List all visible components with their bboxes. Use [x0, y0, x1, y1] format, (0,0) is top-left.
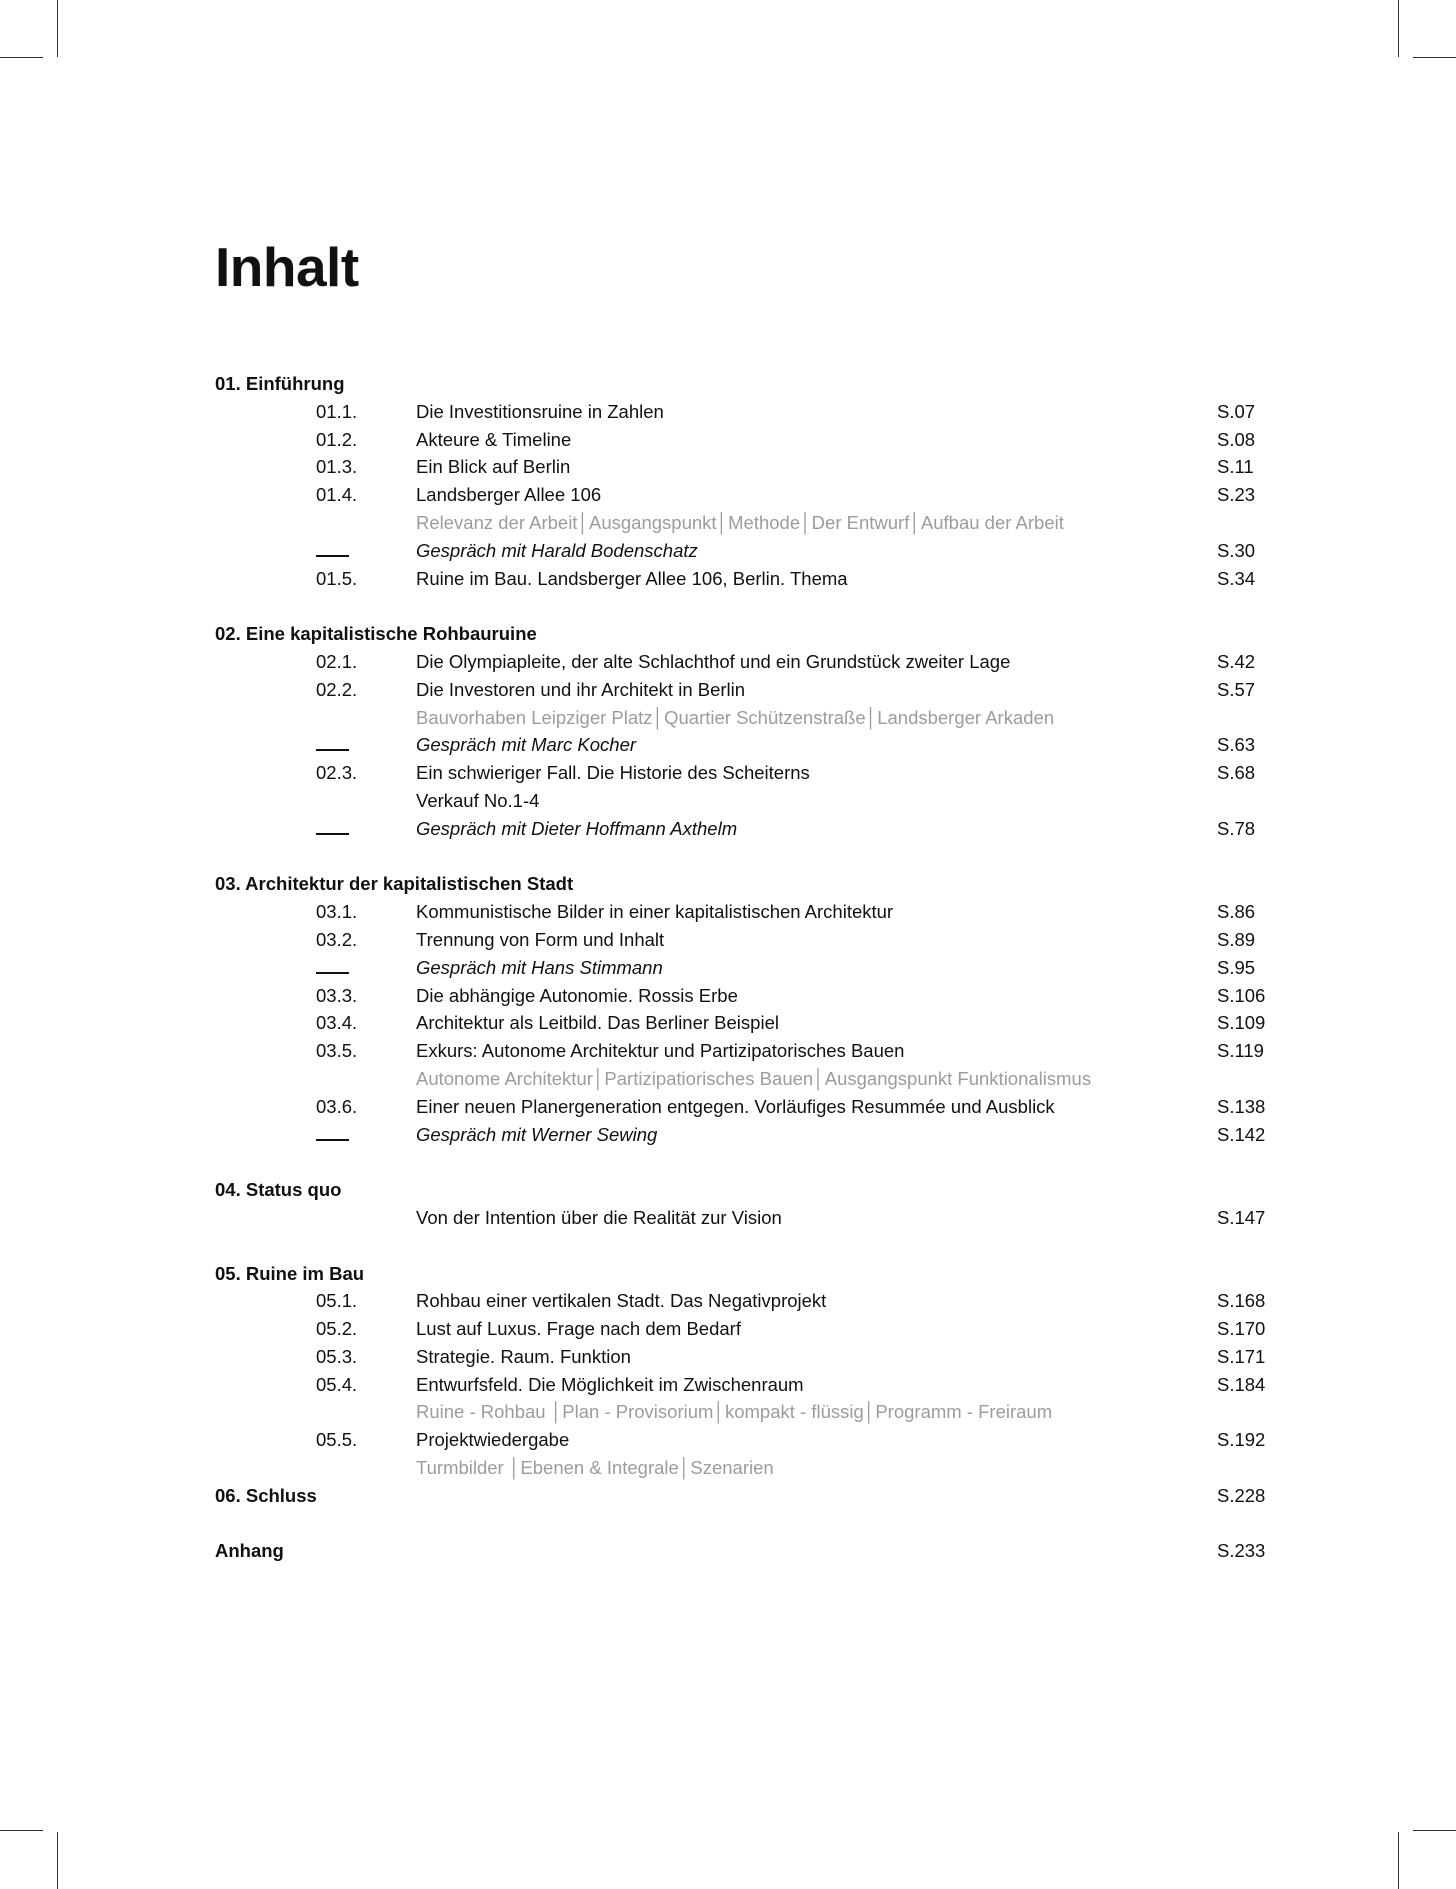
page-number: S.142 [1217, 1123, 1266, 1145]
entry-title: Von der Intention über die Realität zur Vision [416, 1206, 782, 1228]
entry-number: 01.2. [316, 428, 358, 450]
page-number: S.119 [1217, 1040, 1264, 1062]
subtopics-line [215, 509, 1275, 537]
interview-entry[interactable] [215, 1121, 1275, 1149]
page-number: S.78 [1217, 817, 1256, 839]
section-heading-label: 02. Eine kapitalistische Rohbauruine [215, 623, 537, 645]
section-heading[interactable] [215, 370, 1275, 398]
toc-entry[interactable] [215, 1204, 1275, 1232]
toc-entry[interactable] [215, 926, 1275, 954]
dash-marker [316, 833, 349, 835]
entry-number: 02.2. [316, 678, 358, 700]
entry-title: Gespräch mit Hans Stimmann [416, 956, 663, 978]
page-number: S.63 [1217, 734, 1256, 756]
toc-entry[interactable] [215, 1371, 1275, 1399]
section-heading-label: Anhang [215, 1540, 284, 1562]
page-number: S.95 [1217, 956, 1256, 978]
entry-number: 05.5. [316, 1429, 358, 1451]
entry-title: Lust auf Luxus. Frage nach dem Bedarf [416, 1318, 741, 1340]
entry-number: 01.5. [316, 567, 358, 589]
crop-mark [0, 1830, 43, 1831]
entry-title: Strategie. Raum. Funktion [416, 1345, 631, 1367]
toc-section [215, 870, 1275, 1148]
entry-title: Architektur als Leitbild. Das Berliner Beispiel [416, 1012, 779, 1034]
entry-number: 03.6. [316, 1095, 358, 1117]
entry-number: 01.1. [316, 400, 358, 422]
entry-title: Gespräch mit Harald Bodenschatz [416, 539, 698, 561]
entry-title: Ruine - Rohbau │Plan - Provisorium│kompakt - flüssig│Programm - Freiraum [416, 1401, 1053, 1423]
crop-mark [1398, 1832, 1399, 1889]
page-number: S.147 [1217, 1206, 1266, 1228]
page-number: S.106 [1217, 984, 1266, 1006]
toc-section [215, 1176, 1275, 1232]
section-heading-label: 04. Status quo [215, 1179, 342, 1201]
toc-section [215, 620, 1275, 842]
entry-number: 05.1. [316, 1290, 358, 1312]
toc-entry[interactable] [215, 398, 1275, 426]
entry-title: Relevanz der Arbeit│Ausgangspunkt│Methode│Der Entwurf│Aufbau der Arbeit [416, 511, 1064, 533]
toc-entry[interactable] [215, 1426, 1275, 1454]
page-number: S.86 [1217, 901, 1256, 923]
toc-entry[interactable] [215, 648, 1275, 676]
entry-title: Autonome Architektur│Partizipatiorisches Bauen│Ausgangspunkt Funktionalismus [416, 1067, 1092, 1089]
crop-mark [1413, 1830, 1456, 1831]
entry-number: 03.1. [316, 901, 358, 923]
section-heading-label: 05. Ruine im Bau [215, 1262, 365, 1284]
dash-marker [316, 972, 349, 974]
interview-entry[interactable] [215, 731, 1275, 759]
crop-mark [57, 0, 58, 57]
entry-title: Akteure & Timeline [416, 428, 572, 450]
dash-marker [316, 1139, 349, 1141]
page-number: S.89 [1217, 928, 1256, 950]
entry-title: Exkurs: Autonome Architektur und Partizipatorisches Bauen [416, 1040, 905, 1062]
page-number: S.30 [1217, 539, 1256, 561]
page-number: S.228 [1217, 1484, 1266, 1506]
entry-number: 03.4. [316, 1012, 358, 1034]
page-number: S.07 [1217, 400, 1256, 422]
entry-title: Ein schwieriger Fall. Die Historie des Scheiterns [416, 762, 810, 784]
page-number: S.192 [1217, 1429, 1266, 1451]
entry-number: 03.2. [316, 928, 358, 950]
interview-entry[interactable] [215, 815, 1275, 843]
toc-section [215, 1482, 1275, 1510]
entry-title: Die Investoren und ihr Architekt in Berlin [416, 678, 746, 700]
entry-title: Gespräch mit Dieter Hoffmann Axthelm [416, 817, 738, 839]
entry-title: Entwurfsfeld. Die Möglichkeit im Zwischenraum [416, 1373, 804, 1395]
page-number: S.233 [1217, 1540, 1266, 1562]
page-number: S.57 [1217, 678, 1256, 700]
entry-title: Landsberger Allee 106 [416, 484, 602, 506]
toc-entry[interactable] [215, 453, 1275, 481]
toc-entry[interactable] [215, 676, 1275, 704]
entry-title: Trennung von Form und Inhalt [416, 928, 665, 950]
entry-title: Projektwiedergabe [416, 1429, 570, 1451]
toc-section [215, 1537, 1275, 1565]
page-number: S.109 [1217, 1012, 1266, 1034]
toc-entry[interactable] [215, 1287, 1275, 1315]
section-heading[interactable] [215, 1176, 1275, 1204]
entry-title: Verkauf No.1-4 [416, 789, 540, 811]
entry-title: Gespräch mit Werner Sewing [416, 1123, 658, 1145]
interview-entry[interactable] [215, 954, 1275, 982]
page-number: S.168 [1217, 1290, 1266, 1312]
entry-number: 03.3. [316, 984, 358, 1006]
toc-section [215, 1260, 1275, 1482]
subtopics-line [215, 704, 1275, 732]
toc-entry[interactable] [215, 1093, 1275, 1121]
entry-number: 01.3. [316, 456, 358, 478]
entry-number: 03.5. [316, 1040, 358, 1062]
crop-mark [1398, 0, 1399, 57]
toc-entry[interactable] [215, 426, 1275, 454]
entry-title: Einer neuen Planergeneration entgegen. Vorläufiges Resummée und Ausblick [416, 1095, 1055, 1117]
crop-mark [0, 57, 43, 58]
toc-entry[interactable] [215, 982, 1275, 1010]
entry-title: Turmbilder │Ebenen & Integrale│Szenarien [416, 1457, 774, 1479]
toc-entry[interactable] [215, 1037, 1275, 1065]
page-number: S.23 [1217, 484, 1256, 506]
page-number: S.42 [1217, 650, 1256, 672]
crop-mark [1413, 57, 1456, 58]
entry-number: 05.3. [316, 1345, 358, 1367]
dash-marker [316, 555, 349, 557]
entry-title: Die abhängige Autonomie. Rossis Erbe [416, 984, 738, 1006]
section-heading-label: 06. Schluss [215, 1484, 317, 1506]
page-title: Inhalt [215, 236, 359, 298]
subtopics-line [215, 1065, 1275, 1093]
page-number: S.08 [1217, 428, 1256, 450]
section-heading[interactable] [215, 1260, 1275, 1288]
entry-number: 05.2. [316, 1318, 358, 1340]
page-number: S.170 [1217, 1318, 1266, 1340]
entry-number: 01.4. [316, 484, 358, 506]
section-heading[interactable] [215, 620, 1275, 648]
subtopics-line [215, 1398, 1275, 1426]
toc-entry[interactable] [215, 1009, 1275, 1037]
table-of-contents [215, 370, 1275, 1593]
entry-title: Ein Blick auf Berlin [416, 456, 571, 478]
toc-entry[interactable] [215, 898, 1275, 926]
page-number: S.68 [1217, 762, 1256, 784]
toc-entry[interactable] [215, 565, 1275, 593]
toc-entry[interactable] [215, 1343, 1275, 1371]
entry-title: Ruine im Bau. Landsberger Allee 106, Berlin. Thema [416, 567, 848, 589]
dash-marker [316, 749, 349, 751]
toc-entry[interactable] [215, 759, 1275, 787]
entry-title: Kommunistische Bilder in einer kapitalistischen Architektur [416, 901, 894, 923]
page-number: S.138 [1217, 1095, 1266, 1117]
entry-title: Die Olympiapleite, der alte Schlachthof und ein Grundstück zweiter Lage [416, 650, 1011, 672]
toc-entry[interactable] [215, 787, 1275, 815]
entry-title: Gespräch mit Marc Kocher [416, 734, 637, 756]
page-number: S.11 [1217, 456, 1254, 478]
page-number: S.171 [1217, 1345, 1266, 1367]
entry-title: Bauvorhaben Leipziger Platz│Quartier Schützenstraße│Landsberger Arkaden [416, 706, 1055, 728]
interview-entry[interactable] [215, 537, 1275, 565]
section-heading[interactable] [215, 1537, 1275, 1565]
entry-title: Die Investitionsruine in Zahlen [416, 400, 664, 422]
section-heading-label: 01. Einführung [215, 373, 345, 394]
toc-entry[interactable] [215, 481, 1275, 509]
section-heading[interactable] [215, 1482, 1275, 1510]
page-number: S.184 [1217, 1373, 1266, 1395]
page-number: S.34 [1217, 567, 1256, 589]
crop-mark [57, 1832, 58, 1889]
entry-number: 02.3. [316, 762, 358, 784]
section-heading-label: 03. Architektur der kapitalistischen Stadt [215, 873, 574, 895]
entry-number: 05.4. [316, 1373, 358, 1395]
subtopics-line [215, 1454, 1275, 1482]
entry-number: 02.1. [316, 650, 358, 672]
toc-section [215, 370, 1275, 592]
entry-title: Rohbau einer vertikalen Stadt. Das Negativprojekt [416, 1290, 827, 1312]
toc-entry[interactable] [215, 1315, 1275, 1343]
section-heading[interactable] [215, 870, 1275, 898]
